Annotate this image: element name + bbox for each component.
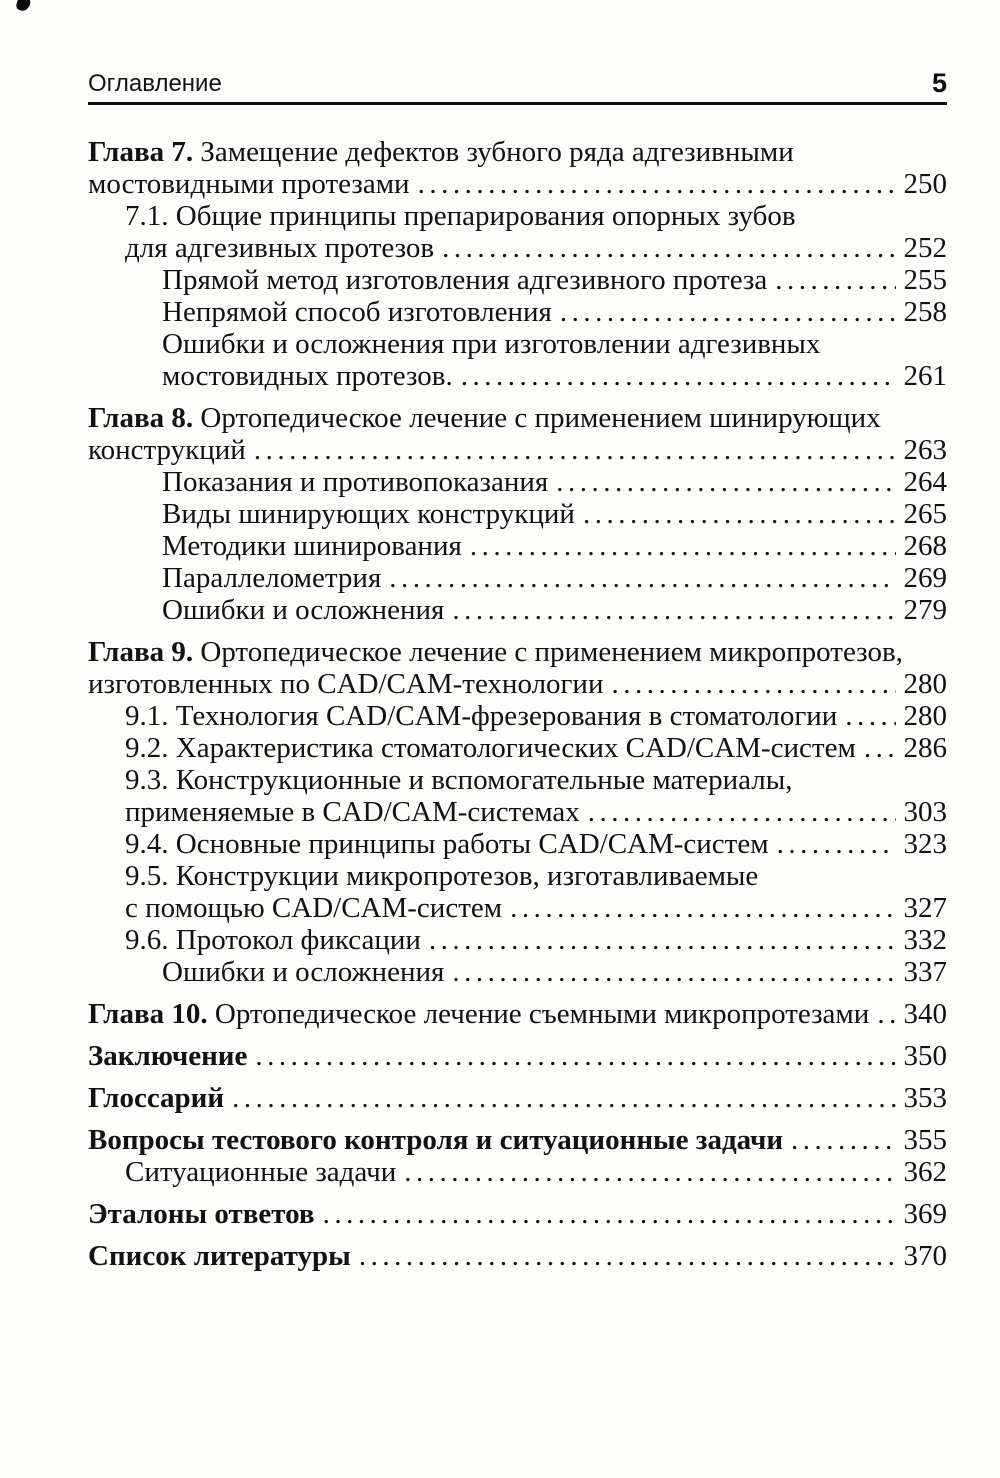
dot-leader <box>232 1082 895 1114</box>
dot-leader <box>418 168 896 200</box>
dot-leader <box>791 1124 895 1156</box>
toc-entry-text: Глава 10. Ортопедическое лечение съемными микропротезами <box>88 998 870 1030</box>
toc-entry <box>88 530 947 562</box>
toc-entry <box>88 828 947 860</box>
dot-leader <box>429 924 896 956</box>
toc-entry-text: изготовленных по CAD/CAM-технологии <box>88 668 604 700</box>
dot-leader <box>255 1040 895 1072</box>
toc-line <box>88 402 947 434</box>
toc-entry-text: Глава 8. Ортопедическое лечение с применением шинирующих <box>88 402 881 434</box>
toc-entry <box>88 1156 947 1188</box>
toc-line <box>88 1240 947 1272</box>
dot-leader <box>845 700 895 732</box>
toc-line <box>125 732 947 764</box>
toc-line <box>88 668 947 700</box>
toc-entry-bold-text: Заключение <box>88 1040 248 1072</box>
toc-entry-text: Ошибки и осложнения при изготовлении адгезивных <box>162 328 821 360</box>
toc-entry-text: мостовидных протезов. <box>162 360 453 392</box>
toc-page-number: 303 <box>903 796 947 828</box>
toc-line <box>125 924 947 956</box>
toc-page-number: 337 <box>903 956 947 988</box>
toc-line <box>162 562 947 594</box>
dot-leader <box>510 892 895 924</box>
dot-leader <box>461 360 896 392</box>
toc-page-number: 261 <box>903 360 947 392</box>
toc-entry <box>88 498 947 530</box>
toc-entry <box>88 956 947 988</box>
toc-entry-text: Виды шинирующих конструкций <box>162 498 575 530</box>
dot-leader <box>470 530 896 562</box>
toc-entry <box>88 1082 947 1114</box>
dot-leader <box>864 732 896 764</box>
toc-entry-bold-text: Список литературы <box>88 1240 351 1272</box>
toc-page-number: 263 <box>903 434 947 466</box>
toc-entry-bold-text: Глава 9. <box>88 636 194 668</box>
toc-line <box>88 636 947 668</box>
toc-entry-text: Прямой метод изготовления адгезивного протеза <box>162 264 768 296</box>
toc-entry <box>88 402 947 466</box>
toc-line <box>162 956 947 988</box>
toc-line <box>88 434 947 466</box>
toc-line <box>88 1124 947 1156</box>
toc-line <box>88 1082 947 1114</box>
toc-entry-text: Ситуационные задачи <box>125 1156 397 1188</box>
dot-leader <box>323 1198 896 1230</box>
toc-entry-text: Ошибки и осложнения <box>162 956 445 988</box>
toc-entry-text <box>88 1082 224 1114</box>
toc-entry <box>88 998 947 1030</box>
toc-entry-text: 9.2. Характеристика стоматологических CAD/CAM-систем <box>125 732 856 764</box>
toc-line <box>162 530 947 562</box>
dot-leader <box>452 594 895 626</box>
dot-leader <box>583 498 896 530</box>
toc-line <box>125 764 947 796</box>
toc-entry-text: с помощью CAD/CAM-систем <box>125 892 503 924</box>
toc-page-number: 279 <box>903 594 947 626</box>
toc-entry-text: Глава 9. Ортопедическое лечение с применением микропротезов, <box>88 636 903 668</box>
toc-entry-text <box>88 1040 247 1072</box>
toc-line <box>125 796 947 828</box>
toc-page-number: 362 <box>903 1156 947 1188</box>
toc-page-number: 353 <box>903 1082 947 1114</box>
toc-page-number: 252 <box>903 232 947 264</box>
toc-entry <box>88 594 947 626</box>
dot-leader <box>404 1156 895 1188</box>
toc-page-number: 350 <box>903 1040 947 1072</box>
toc-line <box>162 360 947 392</box>
toc-entry <box>88 1240 947 1272</box>
toc-entry-bold-text: Глава 10. <box>88 998 208 1030</box>
dot-leader <box>877 998 895 1030</box>
toc-line <box>125 200 947 232</box>
toc-entry-bold-text: Глоссарий <box>88 1082 225 1114</box>
toc-entry-text: 9.1. Технология CAD/CAM-фрезерования в стоматологии <box>125 700 838 732</box>
scan-artifact <box>15 0 32 13</box>
toc-line <box>162 498 947 530</box>
toc-entry <box>88 1040 947 1072</box>
toc-entry-bold-text: Глава 7. <box>88 136 194 168</box>
toc-entry-text: мостовидными протезами <box>88 168 410 200</box>
toc-entry <box>88 200 947 264</box>
toc-line <box>162 328 947 360</box>
toc-entry <box>88 466 947 498</box>
toc-entry <box>88 924 947 956</box>
toc-entry <box>88 860 947 924</box>
toc-entry <box>88 296 947 328</box>
toc-entry-text: Ошибки и осложнения <box>162 594 445 626</box>
dot-leader <box>611 668 895 700</box>
toc-entry-text: 9.6. Протокол фиксации <box>125 924 421 956</box>
toc-line <box>162 296 947 328</box>
toc-line <box>125 700 947 732</box>
toc-entry <box>88 764 947 828</box>
toc-entry <box>88 732 947 764</box>
toc-entry <box>88 328 947 392</box>
toc-entry-text: 7.1. Общие принципы препарирования опорных зубов <box>125 200 796 232</box>
dot-leader <box>556 466 895 498</box>
dot-leader <box>254 434 896 466</box>
toc-line <box>88 168 947 200</box>
toc-entry-text: Методики шинирования <box>162 530 462 562</box>
toc-entry-text: конструкций <box>88 434 246 466</box>
toc-line <box>125 232 947 264</box>
toc-entry <box>88 700 947 732</box>
toc-line <box>88 998 947 1030</box>
toc-entry-text: применяемые в CAD/CAM-системах <box>125 796 580 828</box>
dot-leader <box>442 232 895 264</box>
toc-page-number: 286 <box>903 732 947 764</box>
toc-entry-text: 9.4. Основные принципы работы CAD/CAM-систем <box>125 828 769 860</box>
toc-page-number: 369 <box>903 1198 947 1230</box>
toc-entry <box>88 1124 947 1156</box>
toc-entry-text: 9.5. Конструкции микропротезов, изготавливаемые <box>125 860 759 892</box>
toc-line <box>125 892 947 924</box>
toc-page-number: 323 <box>903 828 947 860</box>
toc-entry-text: Непрямой способ изготовления <box>162 296 552 328</box>
toc-entry <box>88 136 947 200</box>
toc-line <box>88 1198 947 1230</box>
toc-entry-text: Показания и противопоказания <box>162 466 549 498</box>
toc-line <box>125 1156 947 1188</box>
dot-leader <box>588 796 896 828</box>
dot-leader <box>359 1240 896 1272</box>
toc-list <box>88 105 947 1272</box>
toc-entry-bold-text: Глава 8. <box>88 402 194 434</box>
page-header <box>88 70 947 105</box>
toc-line <box>125 860 947 892</box>
dot-leader <box>389 562 895 594</box>
toc-entry-text: Параллелометрия <box>162 562 382 594</box>
page-number-folio: 5 <box>931 68 947 98</box>
toc-page-number: 265 <box>903 498 947 530</box>
toc-entry-bold-text: Вопросы тестового контроля и ситуационные задачи <box>88 1124 784 1156</box>
toc-page-number: 258 <box>903 296 947 328</box>
toc-entry-bold-text: Эталоны ответов <box>88 1198 315 1230</box>
toc-entry-text <box>88 1124 783 1156</box>
toc-line <box>162 466 947 498</box>
toc-page-number: 255 <box>903 264 947 296</box>
toc-page-number: 268 <box>903 530 947 562</box>
toc-entry-text: для адгезивных протезов <box>125 232 435 264</box>
toc-line <box>162 264 947 296</box>
toc-page-number: 340 <box>903 998 947 1030</box>
toc-page-number: 280 <box>903 668 947 700</box>
toc-page-number: 355 <box>903 1124 947 1156</box>
toc-page-number: 264 <box>903 466 947 498</box>
toc-line <box>125 828 947 860</box>
page-header-title: Оглавление <box>88 70 222 97</box>
toc-entry-text <box>88 1198 315 1230</box>
dot-leader <box>777 828 896 860</box>
toc-line <box>88 136 947 168</box>
toc-entry-text <box>88 1240 351 1272</box>
toc-entry <box>88 636 947 700</box>
toc-entry <box>88 1198 947 1230</box>
dot-leader <box>775 264 895 296</box>
toc-page-number: 327 <box>903 892 947 924</box>
toc-line <box>162 594 947 626</box>
toc-page-number: 280 <box>903 700 947 732</box>
dot-leader <box>560 296 896 328</box>
toc-entry-text: 9.3. Конструкционные и вспомогательные материалы, <box>125 764 793 796</box>
toc-page-number: 250 <box>903 168 947 200</box>
toc-entry <box>88 264 947 296</box>
toc-line <box>88 1040 947 1072</box>
toc-page <box>88 0 947 1272</box>
toc-page-number: 332 <box>903 924 947 956</box>
toc-entry <box>88 562 947 594</box>
toc-page-number: 269 <box>903 562 947 594</box>
toc-entry-text: Глава 7. Замещение дефектов зубного ряда адгезивными <box>88 136 794 168</box>
dot-leader <box>452 956 895 988</box>
toc-page-number: 370 <box>903 1240 947 1272</box>
